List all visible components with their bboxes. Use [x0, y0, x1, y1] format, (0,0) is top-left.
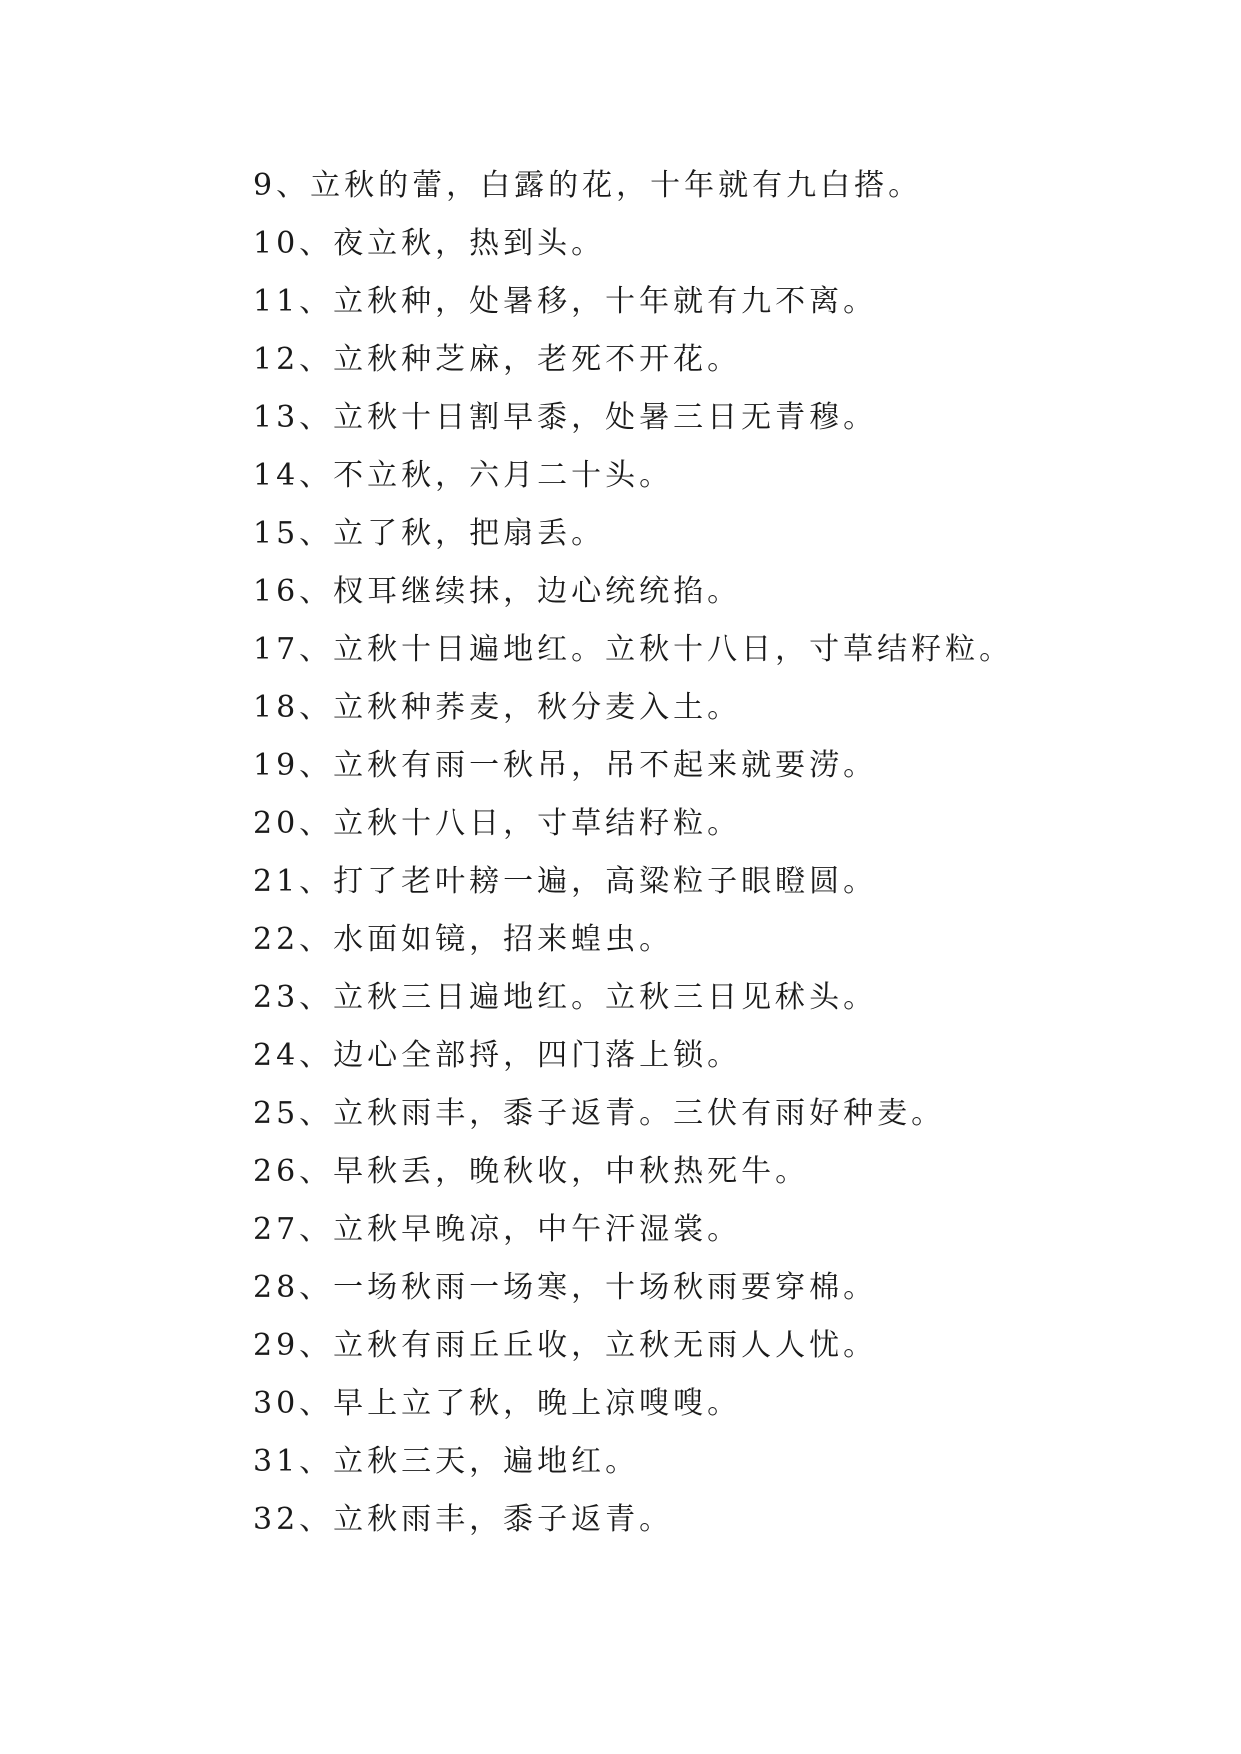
list-item: 9、立秋的蕾，白露的花，十年就有九白搭。 [253, 168, 923, 203]
list-item: 23、立秋三日遍地红。立秋三日见秫头。 [253, 980, 878, 1015]
list-item: 29、立秋有雨丘丘收，立秋无雨人人忧。 [253, 1328, 878, 1363]
list-item: 19、立秋有雨一秋吊，吊不起来就要涝。 [253, 748, 878, 783]
list-item: 28、一场秋雨一场寒，十场秋雨要穿棉。 [253, 1270, 878, 1305]
list-item: 22、水面如镜，招来蝗虫。 [253, 922, 674, 957]
list-item: 27、立秋早晚凉，中午汗湿裳。 [253, 1212, 742, 1247]
list-item: 25、立秋雨丰，黍子返青。三伏有雨好种麦。 [253, 1096, 946, 1131]
list-item: 12、立秋种芝麻，老死不开花。 [253, 342, 742, 377]
list-item: 17、立秋十日遍地红。立秋十八日，寸草结籽粒。 [253, 632, 1014, 667]
list-item: 24、边心全部捋，四门落上锁。 [253, 1038, 742, 1073]
list-item: 20、立秋十八日，寸草结籽粒。 [253, 806, 742, 841]
list-item: 16、杈耳继续抹，边心统统掐。 [253, 574, 742, 609]
proverb-list [253, 157, 1013, 1549]
list-item: 21、打了老叶耪一遍，高粱粒子眼瞪圆。 [253, 864, 878, 899]
list-item: 11、立秋种，处暑移，十年就有九不离。 [253, 284, 878, 319]
list-item: 15、立了秋，把扇丢。 [253, 516, 606, 551]
list-item: 13、立秋十日割早黍，处暑三日无青穆。 [253, 400, 878, 435]
list-item: 30、早上立了秋，晚上凉嗖嗖。 [253, 1386, 742, 1421]
list-item: 31、立秋三天，遍地红。 [253, 1444, 640, 1479]
list-item: 18、立秋种荞麦，秋分麦入土。 [253, 690, 742, 725]
list-item: 32、立秋雨丰，黍子返青。 [253, 1502, 674, 1537]
list-item: 26、早秋丢，晚秋收，中秋热死牛。 [253, 1154, 810, 1189]
list-item: 10、夜立秋，热到头。 [253, 226, 606, 261]
list-item: 14、不立秋，六月二十头。 [253, 458, 674, 493]
